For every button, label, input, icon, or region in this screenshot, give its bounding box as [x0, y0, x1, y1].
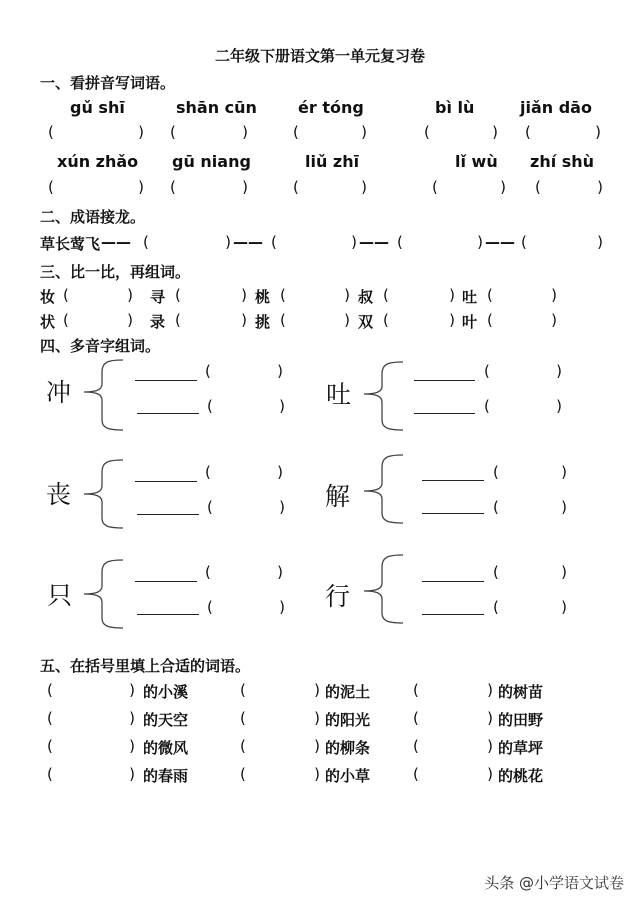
brace-icon — [360, 360, 406, 432]
answer-line[interactable] — [137, 614, 199, 615]
noun-phrase: 的柳条 — [325, 739, 371, 757]
section2-heading: 二、成语接龙。 — [40, 208, 146, 226]
answer-line[interactable] — [414, 380, 475, 381]
chain-dash: —— — [485, 233, 515, 251]
word-answer-box[interactable]: ( ) — [383, 311, 455, 329]
idiom-answer-box[interactable]: ( ) — [521, 233, 603, 251]
pinyin-gu-shi: gǔ shī — [70, 98, 125, 117]
watermark: 头条 @小学语文试卷 — [484, 874, 624, 892]
adjective-answer-box[interactable]: ( ) — [240, 765, 320, 783]
adjective-answer-box[interactable]: ( ) — [413, 681, 493, 699]
word-answer-box[interactable]: ( ) — [175, 286, 247, 304]
answer-line[interactable] — [422, 614, 484, 615]
polyphone-char-tu: 吐 — [326, 380, 352, 409]
answer-box[interactable]: ( ) — [424, 123, 498, 141]
section5-heading: 五、在括号里填上合适的词语。 — [40, 657, 251, 675]
adjective-answer-box[interactable]: ( ) — [240, 737, 320, 755]
section1-heading: 一、看拼音写词语。 — [40, 74, 176, 92]
brace-icon — [80, 358, 126, 432]
chain-dash: —— — [101, 233, 131, 251]
pinyin-li-wu: lǐ wù — [455, 152, 498, 171]
noun-phrase: 的微风 — [143, 739, 189, 757]
pinyin-answer-box[interactable]: ( ) — [493, 463, 567, 481]
worksheet-title: 二年级下册语文第一单元复习卷 — [214, 47, 425, 65]
pinyin-liu-zhi: liǔ zhī — [305, 152, 360, 171]
pinyin-answer-box[interactable]: ( ) — [484, 362, 562, 380]
noun-phrase: 的田野 — [498, 711, 544, 729]
answer-box[interactable]: ( ) — [170, 123, 248, 141]
pinyin-answer-box[interactable]: ( ) — [484, 397, 562, 415]
pinyin-answer-box[interactable]: ( ) — [207, 397, 285, 415]
compare-char: 状 — [40, 313, 56, 331]
section3-heading: 三、比一比，再组词。 — [40, 263, 191, 281]
answer-box[interactable]: ( ) — [293, 123, 367, 141]
pinyin-answer-box[interactable]: ( ) — [207, 598, 285, 616]
answer-box[interactable]: ( ) — [535, 178, 603, 196]
polyphone-char-xing: 行 — [325, 582, 351, 611]
pinyin-answer-box[interactable]: ( ) — [205, 463, 283, 481]
brace-icon — [80, 458, 126, 530]
answer-line[interactable] — [135, 481, 197, 482]
noun-phrase: 的小草 — [325, 767, 371, 785]
answer-line[interactable] — [414, 413, 475, 414]
brace-icon — [360, 553, 406, 625]
chain-dash: —— — [233, 233, 263, 251]
answer-box[interactable]: ( ) — [293, 178, 367, 196]
polyphone-char-zhi: 只 — [47, 581, 73, 610]
compare-char: 桃 — [255, 288, 271, 306]
word-answer-box[interactable]: ( ) — [280, 311, 350, 329]
idiom-answer-box[interactable]: ( ) — [397, 233, 483, 251]
polyphone-char-chong: 冲 — [46, 378, 72, 407]
pinyin-jian-dao: jiǎn dāo — [520, 98, 592, 117]
pinyin-answer-box[interactable]: ( ) — [207, 498, 285, 516]
compare-char: 双 — [358, 313, 374, 331]
answer-box[interactable]: ( ) — [525, 123, 601, 141]
compare-char: 妆 — [40, 288, 56, 306]
pinyin-bi-lu: bì lù — [435, 98, 475, 117]
pinyin-er-tong: ér tóng — [298, 98, 364, 117]
adjective-answer-box[interactable]: ( ) — [240, 681, 320, 699]
pinyin-shan-cun: shān cūn — [176, 98, 257, 117]
noun-phrase: 的泥土 — [325, 683, 371, 701]
noun-phrase: 的小溪 — [143, 683, 189, 701]
chain-dash: —— — [359, 233, 389, 251]
adjective-answer-box[interactable]: ( ) — [413, 709, 493, 727]
answer-box[interactable]: ( ) — [170, 178, 248, 196]
adjective-answer-box[interactable]: ( ) — [47, 737, 135, 755]
answer-line[interactable] — [135, 581, 197, 582]
word-answer-box[interactable]: ( ) — [280, 286, 350, 304]
noun-phrase: 的春雨 — [143, 767, 189, 785]
answer-box[interactable]: ( ) — [48, 123, 144, 141]
answer-line[interactable] — [422, 480, 484, 481]
noun-phrase: 的桃花 — [498, 767, 544, 785]
noun-phrase: 的阳光 — [325, 711, 371, 729]
compare-char: 叶 — [462, 313, 478, 331]
compare-char: 挑 — [255, 313, 271, 331]
word-answer-box[interactable]: ( ) — [175, 311, 247, 329]
pinyin-answer-box[interactable]: ( ) — [493, 498, 567, 516]
idiom-answer-box[interactable]: ( ) — [143, 233, 231, 251]
noun-phrase: 的树苗 — [498, 683, 544, 701]
word-answer-box[interactable]: ( ) — [63, 286, 133, 304]
word-answer-box[interactable]: ( ) — [63, 311, 133, 329]
adjective-answer-box[interactable]: ( ) — [240, 709, 320, 727]
pinyin-zhi-shu: zhí shù — [530, 152, 595, 171]
compare-char: 叔 — [358, 288, 374, 306]
answer-line[interactable] — [422, 581, 484, 582]
pinyin-answer-box[interactable]: ( ) — [493, 598, 567, 616]
word-answer-box[interactable]: ( ) — [383, 286, 455, 304]
word-answer-box[interactable]: ( ) — [487, 311, 557, 329]
pinyin-answer-box[interactable]: ( ) — [205, 362, 283, 380]
idiom-chain-start: 草长莺飞 — [40, 235, 101, 253]
pinyin-xun-zhao: xún zhǎo — [57, 152, 139, 171]
idiom-answer-box[interactable]: ( ) — [271, 233, 357, 251]
brace-icon — [80, 558, 126, 630]
pinyin-gu-niang: gū niang — [172, 152, 251, 171]
answer-line[interactable] — [135, 380, 197, 381]
answer-box[interactable]: ( ) — [48, 178, 144, 196]
section4-heading: 四、多音字组词。 — [40, 337, 161, 355]
answer-line[interactable] — [422, 513, 484, 514]
compare-char: 录 — [150, 313, 166, 331]
answer-line[interactable] — [137, 413, 199, 414]
compare-char: 寻 — [150, 288, 166, 306]
answer-line[interactable] — [137, 514, 199, 515]
brace-icon — [360, 453, 406, 525]
adjective-answer-box[interactable]: ( ) — [413, 737, 493, 755]
adjective-answer-box[interactable]: ( ) — [47, 765, 135, 783]
compare-char: 吐 — [462, 288, 478, 306]
polyphone-char-jie: 解 — [325, 482, 351, 511]
answer-box[interactable]: ( ) — [432, 178, 506, 196]
adjective-answer-box[interactable]: ( ) — [413, 765, 493, 783]
adjective-answer-box[interactable]: ( ) — [47, 681, 135, 699]
adjective-answer-box[interactable]: ( ) — [47, 709, 135, 727]
polyphone-char-sang: 丧 — [46, 480, 72, 509]
pinyin-answer-box[interactable]: ( ) — [205, 563, 283, 581]
noun-phrase: 的天空 — [143, 711, 189, 729]
noun-phrase: 的草坪 — [498, 739, 544, 757]
word-answer-box[interactable]: ( ) — [487, 286, 557, 304]
pinyin-answer-box[interactable]: ( ) — [493, 563, 567, 581]
